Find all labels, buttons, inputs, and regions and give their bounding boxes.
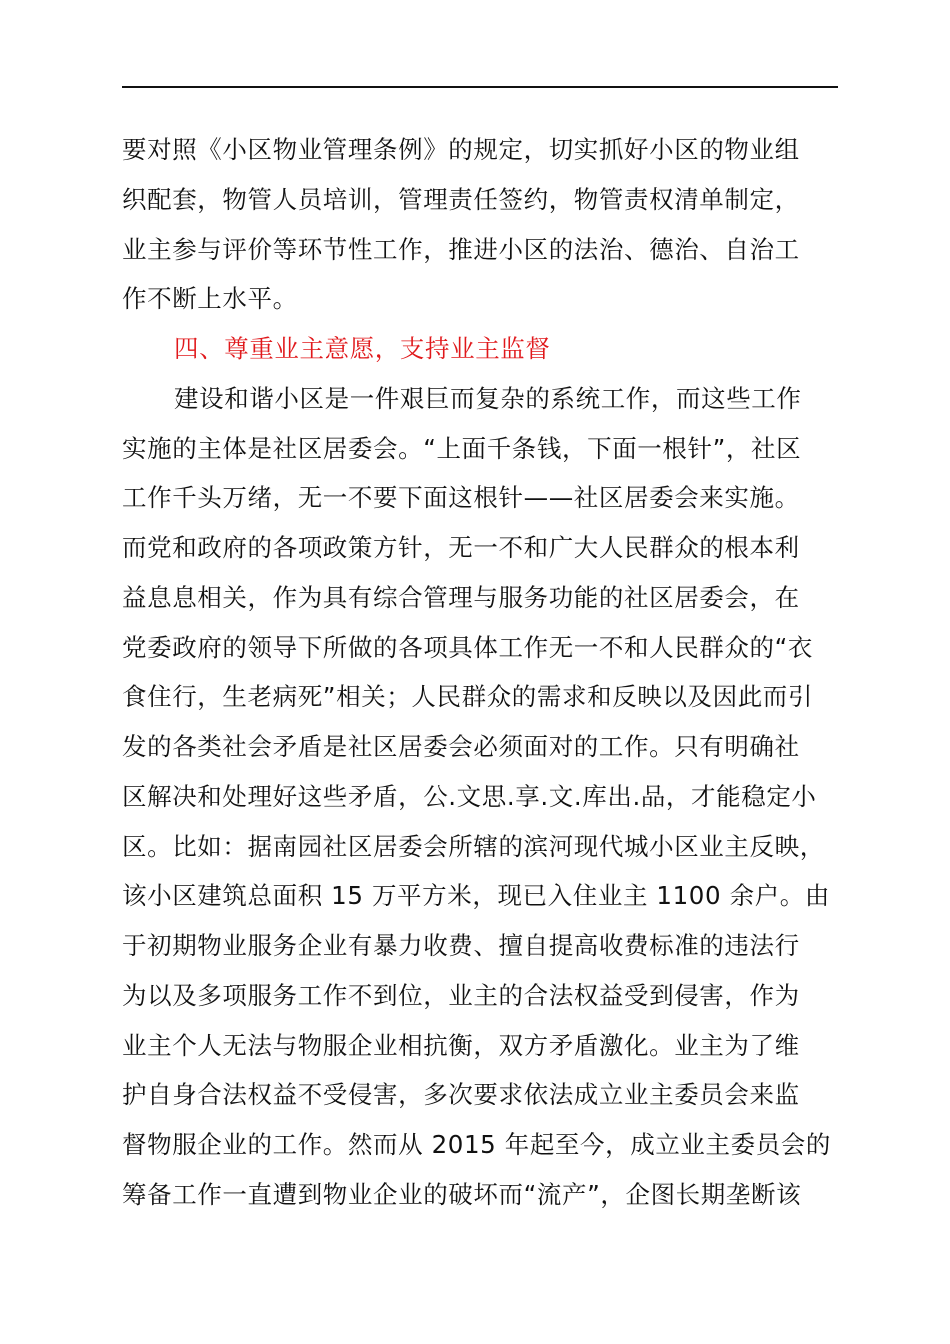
document-body [122, 125, 862, 1220]
text-line: 护自身合法权益不受侵害，多次要求依法成立业主委员会来监 [122, 1080, 800, 1110]
text-line: 益息息相关，作为具有综合管理与服务功能的社区居委会，在 [122, 582, 800, 612]
text-line: 督物服企业的工作。然而从 2015 年起至今，成立业主委员会的 [122, 1130, 832, 1159]
text-line: 工作千头万绪，无一不要下面这根针——社区居委会来实施。 [122, 483, 800, 513]
text-line: 区解决和处理好这些矛盾，公.文思.享.文.库出.品，才能稳定小 [122, 781, 817, 811]
text-line: 发的各类社会矛盾是社区居委会必须面对的工作。只有明确社 [122, 732, 800, 761]
text-line: 党委政府的领导下所做的各项具体工作无一不和人民群众的“衣 [122, 632, 813, 662]
paragraph-first-line: 建设和谐小区是一件艰巨而复杂的系统工作，而这些工作 [174, 383, 802, 413]
text-line: 于初期物业服务企业有暴力收费、擅自提高收费标准的违法行 [122, 931, 800, 960]
header-rule [122, 86, 838, 88]
text-line: 织配套，物管人员培训，管理责任签约，物管责权清单制定， [122, 184, 800, 214]
text-line: 作不断上水平。 [122, 284, 298, 314]
text-line: 实施的主体是社区居委会。“上面千条钱，下面一根针”，社区 [122, 433, 802, 463]
text-line: 筹备工作一直遭到物业企业的破坏而“流产”，企图长期垄断该 [122, 1179, 802, 1209]
text-line: 业主个人无法与物服企业相抗衡，双方矛盾激化。业主为了维 [122, 1030, 800, 1060]
text-line: 食住行，生老病死”相关；人民群众的需求和反映以及因此而引 [122, 682, 813, 712]
text-line: 为以及多项服务工作不到位，业主的合法权益受到侵害，作为 [122, 980, 800, 1010]
text-line: 该小区建筑总面积 15 万平方米，现已入住业主 1100 余户。由 [122, 881, 830, 911]
text-line: 区。比如：据南园社区居委会所辖的滨河现代城小区业主反映， [122, 831, 825, 861]
text-line: 而党和政府的各项政策方针，无一不和广大人民群众的根本利 [122, 533, 800, 562]
text-line: 业主参与评价等环节性工作，推进小区的法治、德治、自治工 [122, 234, 800, 264]
text-line: 要对照《小区物业管理条例》的规定，切实抓好小区的物业组 [122, 135, 800, 164]
section-heading: 四、尊重业主意愿，支持业主监督 [174, 334, 551, 363]
